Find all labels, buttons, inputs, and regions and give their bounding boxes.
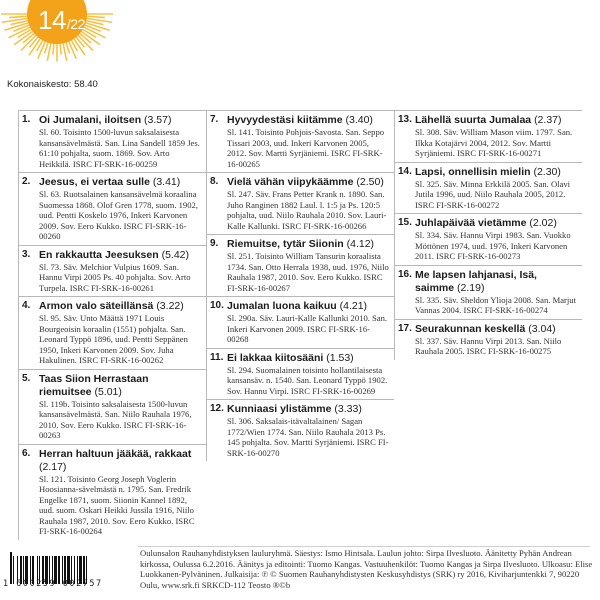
track-credits: Sl. 308. Säv. William Mason viim. 1797. San. Ilkka Kotajärvi 2004, 2012. Sov. Martti Syrjäniemi. ISRC FI-SRK-16-00271 <box>415 127 573 158</box>
track-credits: Sl. 121. Toisinto Georg Joseph Voglerin Hoosianna-sävelmästä n. 1795. San. Fredrik Engelke 1871, suom. Siionin Kannel 1892, uud. suom. Oskari Heikki Jussila 1916, Niilo Rauhala 1987, 2010. Sov. Eero Kukko. ISRC FI-SRK-16-00264 <box>39 473 195 536</box>
total-duration: Kokonaiskesto: 58.40 <box>7 79 98 90</box>
track-body <box>39 448 206 537</box>
catalog-number <box>38 5 85 36</box>
track-body <box>39 114 206 169</box>
track-title-text: Oi Jumalani, iloitsen <box>39 114 142 126</box>
track-entry <box>394 265 582 319</box>
track-title <box>39 300 202 313</box>
track-body <box>227 352 394 397</box>
track-entry <box>206 172 394 234</box>
track-duration: (3.57) <box>144 114 172 126</box>
footer-credits: Oulunsalon Rauhanyhdistyksen lauluryhmä. Säestys: Ismo Hintsala. Laulun johto: Sirpa Ilvesluoto. Äänitetty Pyhän Andrean kirkossa, Oulussa 6.2.2016. Äänitys ja editointi: Tuomo Kangas. Vastuuhenkilöt: Tuomo Kangas ja Sirpa Ilvesluoto. Ulkoasu: Elise Luokkanen-Pylväninen. Julkaisija: ℗ © Suomen Rauhanyhdistysten Keskusyhdistys (SRK) ry 2016, Kiviharjuntenkki 7, 90220 Oulu, www.srk.fi SRKCD-112 Teosto ®©b <box>140 548 593 590</box>
track-body <box>227 300 394 345</box>
track-column-2 <box>206 110 394 461</box>
track-credits: Sl. 335. Säv. Sheldon Ylioja 2008. San. Marjut Vannas 2004. ISRC FI-SRK-16-00274 <box>415 294 576 315</box>
track-credits: Sl. 119b. Toisinto saksalaisesta 1500-luvun kansansävelmästä. San. Niilo Rauhala 1976, 2010. Sov. Eero Kukko. ISRC FI-SRK-16-00263 <box>39 398 192 440</box>
track-body <box>227 238 394 293</box>
track-duration: (2.19) <box>457 281 485 294</box>
track-title-text: Jumalan luona kaikuu <box>227 300 337 312</box>
footer-divider <box>138 546 590 547</box>
track-credits: Sl. 334. Säv. Hannu Virpi 1983. San. Vuokko Möttönen 1974, uud. 1976, Inkeri Karvonen 2011. ISRC FI-SRK-16-00273 <box>415 230 571 261</box>
track-credits: Sl. 306. Saksalais-itävaltalainen/ Sagan 1772/Wien 1774. San. Niilo Rauhala 2013 Ps. 145 pohjalta. Sov. Martti Syrjäniemi. ISRC FI-SRK-16-00270 <box>227 416 389 458</box>
track-title-text: Vielä vähän viipykäämme <box>227 176 354 188</box>
track-title-text: Lähellä suurta Jumalaa <box>415 114 532 126</box>
track-title <box>39 249 202 262</box>
track-duration: (2.02) <box>529 217 557 229</box>
track-entry <box>206 110 394 172</box>
track-title-text: Seurakunnan keskellä <box>415 322 526 335</box>
track-number: 7. <box>210 114 219 125</box>
track-title <box>227 238 390 251</box>
track-entry <box>206 399 394 461</box>
track-title <box>227 176 390 189</box>
track-number: 11. <box>210 351 224 363</box>
track-entry <box>394 110 582 162</box>
track-column-3 <box>394 110 582 360</box>
track-duration: (3.40) <box>345 114 373 126</box>
track-title <box>39 114 202 127</box>
track-title-text: Hyvyydestäsi kiitämme <box>227 114 343 126</box>
track-title-text: Riemuitse, tytär Siionin <box>227 238 344 250</box>
track-number: 14. <box>398 165 412 177</box>
track-body <box>39 176 206 242</box>
track-duration: (2.30) <box>533 165 561 178</box>
track-title-text: En rakkautta Jeesuksen <box>39 248 159 261</box>
track-credits: Sl. 337. Säv. Hannu Virpi 2013. San. Niilo Rauhala 2005. ISRC FI-SRK-16-00275 <box>415 335 562 356</box>
track-title-text: Herran haltuun jääkää, rakkaat <box>39 447 192 460</box>
track-title-text: Taas Siion Herrastaan riemuitsee <box>39 372 149 398</box>
track-title-text: Ei lakkaa kiitosääni <box>227 351 324 364</box>
track-title <box>227 403 390 416</box>
track-title <box>415 166 578 179</box>
track-number: 8. <box>210 176 219 187</box>
track-title <box>227 114 390 127</box>
track-duration: (2.37) <box>534 114 562 126</box>
track-credits: Sl. 73. Säv. Melchior Vulpius 1609. San. Hannu Virpi 2005 Ps. 40 pohjalta. Sov. Arto Turpela. ISRC FI-SRK-16-00261 <box>39 261 191 293</box>
track-credits: Sl. 290a. Säv. Lauri-Kalle Kallunki 2010. San. Inkeri Karvonen 2009. ISRC FI-SRK-16-00268 <box>227 313 388 344</box>
track-number: 12. <box>210 403 224 414</box>
track-entry <box>18 369 206 444</box>
track-body <box>415 323 582 357</box>
track-duration: (5.01) <box>94 385 122 398</box>
track-body <box>415 114 582 159</box>
track-duration: (3.04) <box>528 322 556 335</box>
track-title <box>39 176 202 189</box>
track-entry <box>18 172 206 245</box>
track-title <box>415 217 578 230</box>
track-title-text: Armon valo säteillänsä <box>39 300 154 312</box>
track-title <box>227 352 390 365</box>
track-entry <box>394 162 582 214</box>
track-entry <box>206 296 394 348</box>
track-duration: (5.42) <box>161 248 190 261</box>
track-body <box>227 403 394 458</box>
track-duration: (2.17) <box>39 460 67 473</box>
track-duration: (3.41) <box>152 176 181 188</box>
track-entry <box>18 296 206 369</box>
track-entry <box>394 213 582 265</box>
track-entry <box>18 444 206 540</box>
track-number: 15. <box>398 217 412 228</box>
barcode-digits: 1 600259 002757 <box>3 578 103 588</box>
track-body <box>415 217 582 262</box>
track-body <box>39 249 206 294</box>
track-number: 1. <box>22 114 31 125</box>
track-title-text: Lapsi, onnellisin mielin <box>415 165 531 178</box>
track-duration: (2.50) <box>356 176 384 188</box>
track-credits: Sl. 294. Suomalainen toisinto hollantilaisesta kansansäv. n. 1540. San. Leonard Typpö 1902. Sov. Hannu Virpi. ISRC FI-SRK-16-00269 <box>227 364 388 396</box>
track-number: 10. <box>210 300 224 311</box>
track-body <box>415 269 582 316</box>
track-duration: (1.53) <box>326 351 354 364</box>
track-title-text: Juhlapäivää vietämme <box>415 217 527 229</box>
track-body <box>39 373 206 441</box>
track-number: 9. <box>210 238 219 249</box>
track-title-text: Jeesus, ei vertaa sulle <box>39 176 150 188</box>
track-number: 6. <box>22 447 31 459</box>
track-title-text: Me lapsen lahjanasi, Isä, saimme <box>415 268 537 294</box>
track-entry <box>18 110 206 172</box>
track-credits: Sl. 325. Säv. Minna Erkkilä 2005. San. Olavi Jutila 1996, uud. Niilo Rauhala 2005, 2012. ISRC FI-SRK-16-00272 <box>415 178 571 210</box>
track-entry <box>18 245 206 297</box>
track-title <box>227 300 390 313</box>
track-credits: Sl. 63. Ruotsalainen kansansävelmä koraalina Suomessa 1868. Olof Gren 1778, suom. 1902, uud. Pentti Koskelo 1976, Inkeri Karvonen 2009. Sov. Eero Kukko. ISRC FI-SRK-16-00260 <box>39 189 198 241</box>
track-number: 16. <box>398 268 412 280</box>
track-duration: (4.21) <box>339 300 368 312</box>
track-title <box>39 373 202 399</box>
track-entry <box>206 348 394 400</box>
track-duration: (3.22) <box>156 300 184 312</box>
track-number: 13. <box>398 114 412 125</box>
track-title <box>39 448 202 474</box>
track-number: 3. <box>22 248 31 260</box>
track-credits: Sl. 60. Toisinto 1500-luvun saksalaisesta kansansävelmästä. San. Lina Sandell 1859 Jes. 61:10 pohjalta, suom. 1869. Sov. Arto Heikkilä. ISRC FI-SRK-16-00259 <box>39 127 200 169</box>
catalog-total: /22 <box>66 16 85 32</box>
track-duration: (4.12) <box>346 238 375 250</box>
catalog-index: 14 <box>38 5 66 35</box>
track-body <box>415 166 582 211</box>
track-entry <box>394 319 582 360</box>
track-entry <box>206 234 394 296</box>
track-number: 5. <box>22 372 31 384</box>
track-number: 2. <box>22 176 31 187</box>
track-body <box>39 300 206 366</box>
track-credits: Sl. 95. Säv. Unto Määttä 1971 Louis Bourgeoisin koraalin (1551) pohjalta. San. Leonard Typpö 1896, uud. Pentti Seppänen 1950, Inkeri Karvonen 2009. Sov. Juha Hakulinen. ISRC FI-SRK-16-00262 <box>39 313 188 365</box>
track-credits: Sl. 247. Säv. Frans Petter Krank n. 1890. San. Juho Ranginen 1882 Laul. l. 1:5 ja Ps. 120:5 pohjalta, uud. Niilo Rauhala 2010. Sov. Lauri-Kalle Kallunki. ISRC FI-SRK-16-00266 <box>227 189 387 231</box>
track-title-text: Kunniaasi ylistämme <box>227 403 332 415</box>
track-number: 17. <box>398 322 412 334</box>
track-credits: Sl. 141. Toisinto Pohjois-Savosta. San. Seppo Tissari 2003, uud. Inkeri Karvonen 2005, 2012. Sov. Martti Syrjäniemi. ISRC FI-SRK-16-00265 <box>227 127 385 169</box>
track-title <box>415 323 578 336</box>
track-title <box>415 269 578 295</box>
track-credits: Sl. 251. Toisinto William Tansurin koraalista 1734. San. Otto Herrala 1938, uud. 1976, Niilo Rauhala 1987, 2010. Sov. Eero Kukko. ISRC FI-SRK-16-00267 <box>227 251 389 293</box>
track-column-1 <box>18 110 206 540</box>
track-number: 4. <box>22 300 31 311</box>
track-title <box>415 114 578 127</box>
track-body <box>227 114 394 169</box>
track-duration: (3.33) <box>334 403 362 415</box>
track-body <box>227 176 394 231</box>
